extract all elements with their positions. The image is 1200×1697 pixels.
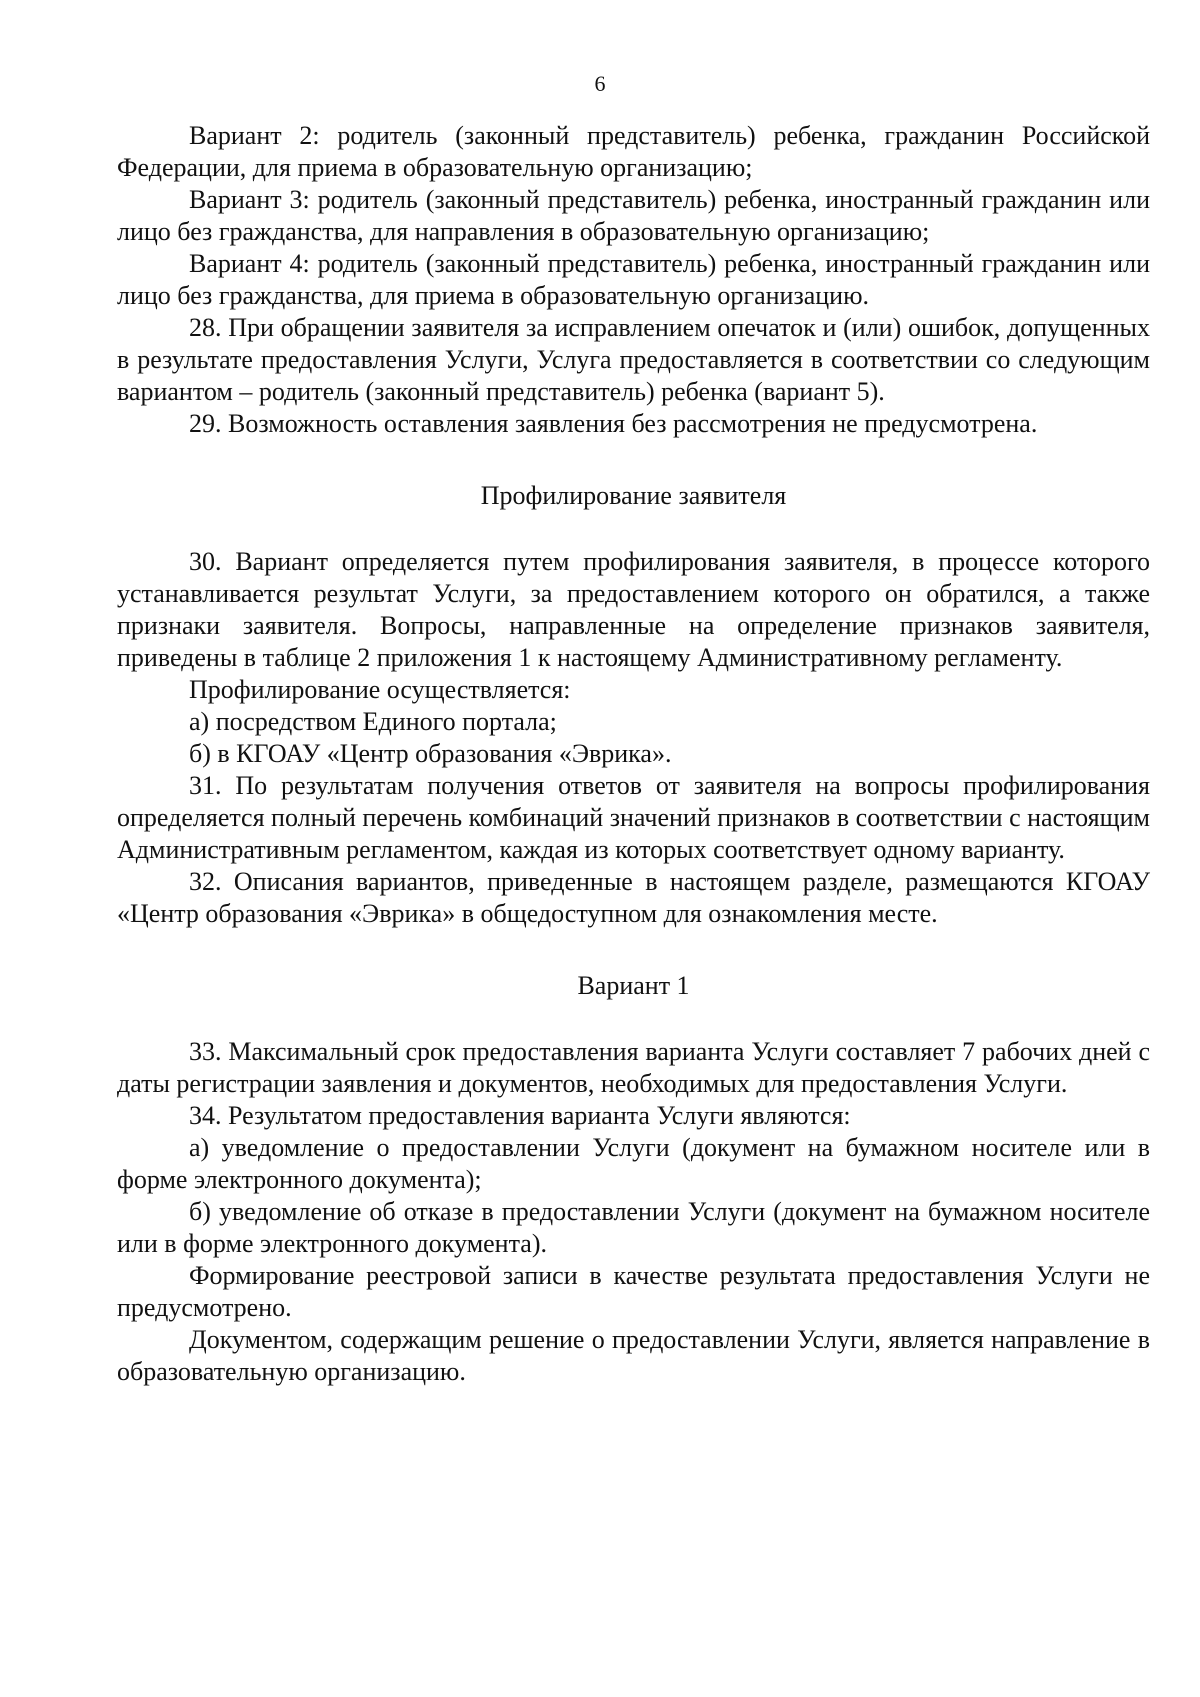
- paragraph-decision-document: Документом, содержащим решение о предоставлении Услуги, является направление в образовательную организацию.: [117, 1325, 1150, 1386]
- paragraph-variant-2: Вариант 2: родитель (законный представитель) ребенка, гражданин Российской Федерации, для приема в образовательную организацию;: [117, 121, 1150, 182]
- paragraph-32: 32. Описания вариантов, приведенные в настоящем разделе, размещаются КГОАУ «Центр образования «Эврика» в общедоступном для ознакомления месте.: [117, 867, 1150, 928]
- document-body: [117, 120, 1150, 1388]
- paragraph-30: 30. Вариант определяется путем профилирования заявителя, в процессе которого устанавливается результат Услуги, за предоставлением которого он обратился, а также признаки заявителя. Вопросы, направленные на определение признаков заявителя, приведены в таблице 2 приложения 1 к настоящему Административному регламенту.: [117, 547, 1150, 672]
- paragraph-variant-4: Вариант 4: родитель (законный представитель) ребенка, иностранный гражданин или лицо без гражданства, для приема в образовательную организацию.: [117, 249, 1150, 310]
- paragraph-28: 28. При обращении заявителя за исправлением опечаток и (или) ошибок, допущенных в результате предоставления Услуги, Услуга предоставляется в соответствии со следующим вариантом – родитель (законный представитель) ребенка (вариант 5).: [117, 313, 1150, 406]
- list-item-a: а) посредством Единого портала;: [189, 707, 557, 736]
- result-item-b: б) уведомление об отказе в предоставлении Услуги (документ на бумажном носителе или в форме электронного документа).: [117, 1197, 1150, 1258]
- section-heading-profiling: Профилирование заявителя: [480, 481, 787, 510]
- paragraph-profiling-intro: Профилирование осуществляется:: [189, 675, 571, 704]
- section-heading-variant-1: Вариант 1: [577, 971, 690, 1000]
- paragraph-registry-record: Формирование реестровой записи в качестве результата предоставления Услуги не предусмотрено.: [117, 1261, 1150, 1322]
- paragraph-29: 29. Возможность оставления заявления без рассмотрения не предусмотрена.: [189, 409, 1038, 438]
- page-number: 6: [594, 71, 606, 96]
- result-item-a: а) уведомление о предоставлении Услуги (документ на бумажном носителе или в форме электронного документа);: [117, 1133, 1150, 1194]
- paragraph-variant-3: Вариант 3: родитель (законный представитель) ребенка, иностранный гражданин или лицо без гражданства, для направления в образовательную организацию;: [117, 185, 1150, 246]
- paragraph-33: 33. Максимальный срок предоставления варианта Услуги составляет 7 рабочих дней с даты регистрации заявления и документов, необходимых для предоставления Услуги.: [117, 1037, 1150, 1098]
- list-item-b: б) в КГОАУ «Центр образования «Эврика».: [189, 739, 672, 768]
- paragraph-31: 31. По результатам получения ответов от заявителя на вопросы профилирования определяется полный перечень комбинаций значений признаков в соответствии с настоящим Административным регламентом, каждая из которых соответствует одному варианту.: [117, 771, 1150, 864]
- paragraph-34: 34. Результатом предоставления варианта Услуги являются:: [189, 1101, 851, 1130]
